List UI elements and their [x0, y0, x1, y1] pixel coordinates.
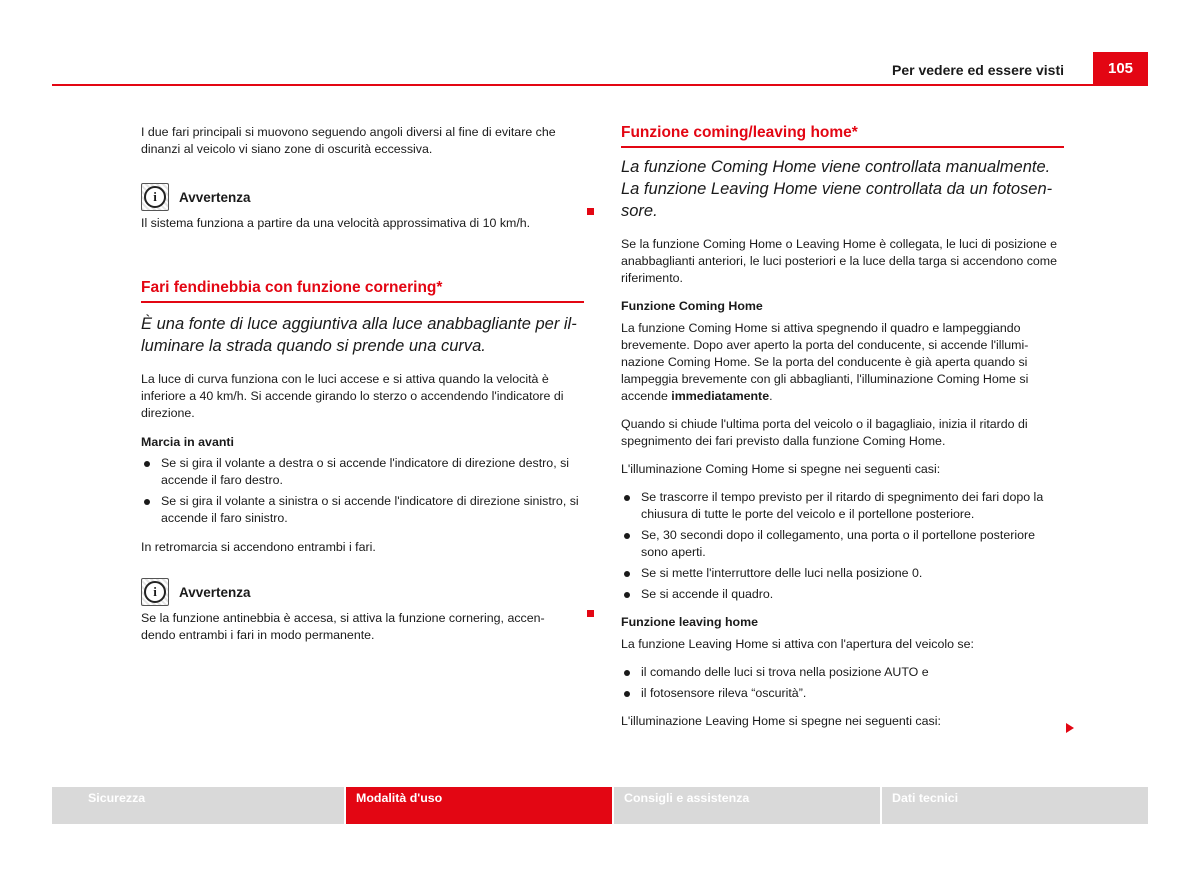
- square-end-icon: [587, 208, 594, 215]
- list-item: Se, 30 secondi dopo il collegamento, una porta o il portellone posteriore sono aperti.: [621, 527, 1064, 561]
- tab-modalita-duso[interactable]: Modalità d'uso: [346, 787, 612, 824]
- subheading-forward: Marcia in avanti: [141, 435, 234, 449]
- page-header-title: Per vedere ed essere visti: [891, 62, 1064, 78]
- list-item: Se si gira il volante a sinistra o si accende l'indicatore di direzione sinistro, si accende il faro sinistro.: [141, 493, 584, 527]
- list-item: Se trascorre il tempo previsto per il ritardo di spegnimento dei fari dopo la chiusura di tutte le porte del veicolo e il portellone posteriore.: [621, 489, 1064, 523]
- warning-header: [141, 578, 584, 606]
- list-item: Se si gira il volante a destra o si accende l'indicatore di direzione destro, si accende il faro destro.: [141, 455, 584, 489]
- list-item: Se si mette l'interruttore delle luci nella posizione 0.: [621, 565, 1064, 582]
- section-lead: È una fonte di luce aggiuntiva alla luce anabbagliante per illuminare la strada quando si prende una curva.: [141, 315, 577, 355]
- square-end-icon: [587, 610, 594, 617]
- page-number: 105: [1093, 52, 1148, 85]
- paragraph: La funzione Leaving Home si attiva con l'apertura del veicolo se:: [621, 637, 974, 651]
- warning-text: Il sistema funziona a partire da una velocità approssimativa di 10 km/h.: [141, 216, 531, 230]
- paragraph: Se la funzione Coming Home o Leaving Home è collegata, le luci di posizione e anabbaglianti anteriori, le luci posteriori e la luce della targa si accendono come riferimento.: [621, 237, 1057, 285]
- paragraph: Quando si chiude l'ultima porta del veicolo o il bagagliaio, inizia il ritardo di spegnimento dei fari previsto dalla funzione Coming Home.: [621, 417, 1028, 448]
- list-item: il fotosensore rileva “oscurità”.: [621, 685, 1064, 702]
- footer-nav: [52, 787, 1148, 824]
- paragraph: In retromarcia si accendono entrambi i fari.: [141, 540, 376, 554]
- info-icon: i: [141, 183, 169, 211]
- section-title-cornering: Fari fendinebbia con funzione cornering*: [141, 279, 584, 303]
- subheading-leaving-home: Funzione leaving home: [621, 615, 758, 629]
- paragraph: L'illuminazione Coming Home si spegne nei seguenti casi:: [621, 462, 941, 476]
- warning-text: Se la funzione antinebbia è accesa, si attiva la funzione cornering, accendendo entrambi i fari in modo permanente.: [141, 611, 545, 642]
- emphasis: immediatamente: [671, 389, 770, 403]
- arrow-right-icon: [1066, 723, 1074, 733]
- header-rule: [52, 84, 1148, 86]
- warning-title: Avvertenza: [179, 189, 251, 205]
- section-title-coming-home: Funzione coming/leaving home*: [621, 124, 1064, 148]
- tab-sicurezza[interactable]: Sicurezza: [52, 787, 344, 824]
- paragraph: L'illuminazione Leaving Home si spegne nei seguenti casi:: [621, 714, 941, 728]
- warning-header: [141, 183, 584, 211]
- info-icon: i: [141, 578, 169, 606]
- tab-dati-tecnici[interactable]: Dati tecnici: [882, 787, 1148, 824]
- list-item: Se si accende il quadro.: [621, 586, 1064, 603]
- left-column: [141, 124, 584, 644]
- intro-paragraph: I due fari principali si muovono seguendo angoli diversi al fine di evitare che dinanzi al veicolo vi siano zone di oscurità eccessiva.: [141, 125, 556, 156]
- section-lead: La funzione Coming Home viene controllata manualmente. La funzione Leaving Home viene controllata da un fotosensore.: [621, 158, 1053, 220]
- paragraph: La luce di curva funziona con le luci accese e si attiva quando la velocità è inferiore a 40 km/h. Si accende girando lo sterzo o accendendo l'indicatore di direzione.: [141, 372, 564, 420]
- warning-title: Avvertenza: [179, 584, 251, 600]
- right-column: [621, 124, 1064, 730]
- subheading-coming-home: Funzione Coming Home: [621, 299, 763, 313]
- list-item: il comando delle luci si trova nella posizione AUTO e: [621, 664, 1064, 681]
- tab-consigli-assistenza[interactable]: Consigli e assistenza: [614, 787, 880, 824]
- paragraph: La funzione Coming Home si attiva spegnendo il quadro e lampeggiando brevemente. Dopo aver aperto la porta del conducente, si accende l'illuminazione Coming Home. Se la porta del conducente è già aperta quando si lampeggia brevemente con gli abbaglianti, l'illuminazione Coming Home si accende immediatamente.: [621, 321, 1029, 403]
